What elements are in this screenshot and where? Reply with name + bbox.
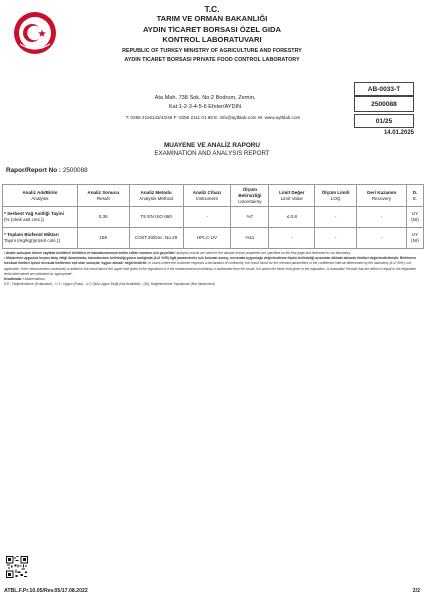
contact-line: T: 0256 2116143/44/46 F: 0256 2111 01 88 E: info@aytblab.com W: www.aytblab.com xyxy=(125,115,301,120)
loq-cell: - xyxy=(315,207,357,228)
analysis-name-cell: * Serbest Yağ Asitliği Tayini (% (oleik asit cins.)) xyxy=(3,207,78,228)
document-page: 01/25 xyxy=(354,114,414,128)
report-number xyxy=(6,167,88,174)
col-header: Analiz Adı/Birim Analysis xyxy=(3,185,78,207)
table-header-row xyxy=(3,185,424,207)
header-line-1: T.C. xyxy=(204,4,220,14)
instrument-cell: - xyxy=(183,207,231,228)
uncertainty-cell: %11 xyxy=(231,228,269,249)
col-header: Analiz Metodu Analysis Method xyxy=(129,185,183,207)
col-header: Geri Kazanım Recovery xyxy=(357,185,407,207)
report-title-tr: MUAYENE VE ANALİZ RAPORU xyxy=(163,142,261,149)
document-report-no: 2500088 xyxy=(354,96,414,112)
address-line-2: Kat:1-2-3-4-5-6 Efeler/AYDIN xyxy=(168,104,242,110)
address-line-1: Ata Mah. 738 Sok. No:2 Bodrum, Zemin, xyxy=(154,95,256,101)
header-lab-en: AYDIN TICARET BORSASI PRIVATE FOOD CONTROL LABORATORY xyxy=(124,56,300,63)
result-cell: 156 xyxy=(77,228,129,249)
evaluation-cell: UY (NI) xyxy=(406,228,423,249)
header-ministry-en: REPUBLIC OF TURKEY MINISTRY OF AGRICULTURE AND FORESTRY xyxy=(122,47,302,54)
report-title-en: EXAMINATION AND ANALYSIS REPORT xyxy=(154,150,270,157)
col-header: Analiz Cihazı Instrument xyxy=(183,185,231,207)
lab-header xyxy=(0,4,424,65)
results-table xyxy=(2,184,424,249)
analysis-name-cell: * Toplam Biofenol Miktarı Tayini (mg/kg(tyrosol cins.)) xyxy=(3,228,78,249)
limit-cell: ≤ 0.8 xyxy=(269,207,315,228)
form-code: ATBL.F.Pr.10.05/Rev.05/17.08.2022 xyxy=(4,588,88,594)
result-cell: 0,36 xyxy=(77,207,129,228)
method-cell: COI/T.20/Doc. No.29 xyxy=(129,228,183,249)
header-lab-name: AYDIN TİCARET BORSASI ÖZEL GIDA xyxy=(143,24,281,34)
recovery-cell: - xyxy=(357,207,407,228)
evaluation-cell: UY (NI) xyxy=(406,207,423,228)
table-row xyxy=(3,207,424,228)
limit-cell: - xyxy=(269,228,315,249)
note-abbreviations-label: Kısaltmalar / Abbreviations : xyxy=(4,277,47,282)
method-cell: TS EN ISO 660 xyxy=(129,207,183,228)
loq-cell: - xyxy=(315,228,357,249)
instrument-cell: HPLC-UV xyxy=(183,228,231,249)
col-header: D. E. xyxy=(406,185,423,207)
document-date: 14.01.2025 xyxy=(383,130,414,136)
uncertainty-cell: %7 xyxy=(231,207,269,228)
header-lab-name-2: KONTROL LABORATUVARI xyxy=(162,35,262,44)
col-header: Ölçüm Limiti LOQ xyxy=(315,185,357,207)
page-number: 2/2 xyxy=(412,588,420,594)
note-conformity: • Müşterinin uygunluk beyanı talep ettiği durumlarda; laboratuvarın belirlediği güven aralığında (k=2 %95) ilgili parametreler için bulunan sonuç; mevzuata uygunluğu değerlendirme ölçüm belirsizliği açısından dikkate alınarak limitleri değerlendirilmiştir. Belirlenen mevzuat limitleri içinde mevzuat limitlerine eşit olan sonuçlar 'uygun olmadı' değerlendirilir. In cases where the customer requests a declaration of conformity, the result found for the relevant parameters in the confidence interval determined by the laboratory (k=2 95%); not applicable. If the measurement uncertainty is added to the result above the upper limit given in the legislation or if the measurement uncertainty is subtracted from the result, it is below the lower limit given in the legislation, is evaluated. Results that are within or equal to the legislative limits determined are indicated as 'appropriate'. xyxy=(4,256,416,276)
table-row xyxy=(3,228,424,249)
report-number-label: Rapor/Report No : xyxy=(6,167,62,174)
report-number-value: 2500088 xyxy=(62,167,88,174)
qr-code-icon xyxy=(6,556,28,578)
col-header: Analiz Sonucu Result xyxy=(77,185,129,207)
address-block xyxy=(100,94,310,112)
note-validity: • Analiz sonuçları birinci sayfada özellikleri belirtilen ve laboratuvarımıza teslim edilen numune için geçerlidir/ Analysis results are valid for the sample whose properties are specified on the first page and delivered to our laboratory. xyxy=(4,251,351,255)
col-header: Limit Değer Limit Value xyxy=(269,185,315,207)
report-notes xyxy=(4,251,420,287)
header-ministry: TARIM VE ORMAN BAKANLIĞI xyxy=(156,14,268,23)
col-header: Ölçüm Belirsizliği Uncertainty xyxy=(231,185,269,207)
report-title xyxy=(0,142,424,158)
note-abbreviations: D.E.: Değerlendirme (Evaluation) - U.Y.: Uygun (Pass) - U.D (NA):Uygun Değil (Not Available) - (NI): Değerlendirme Yapılamadı (Not Interpreted) xyxy=(4,282,215,287)
recovery-cell: - xyxy=(357,228,407,249)
document-code: AB-0033-T xyxy=(354,82,414,96)
